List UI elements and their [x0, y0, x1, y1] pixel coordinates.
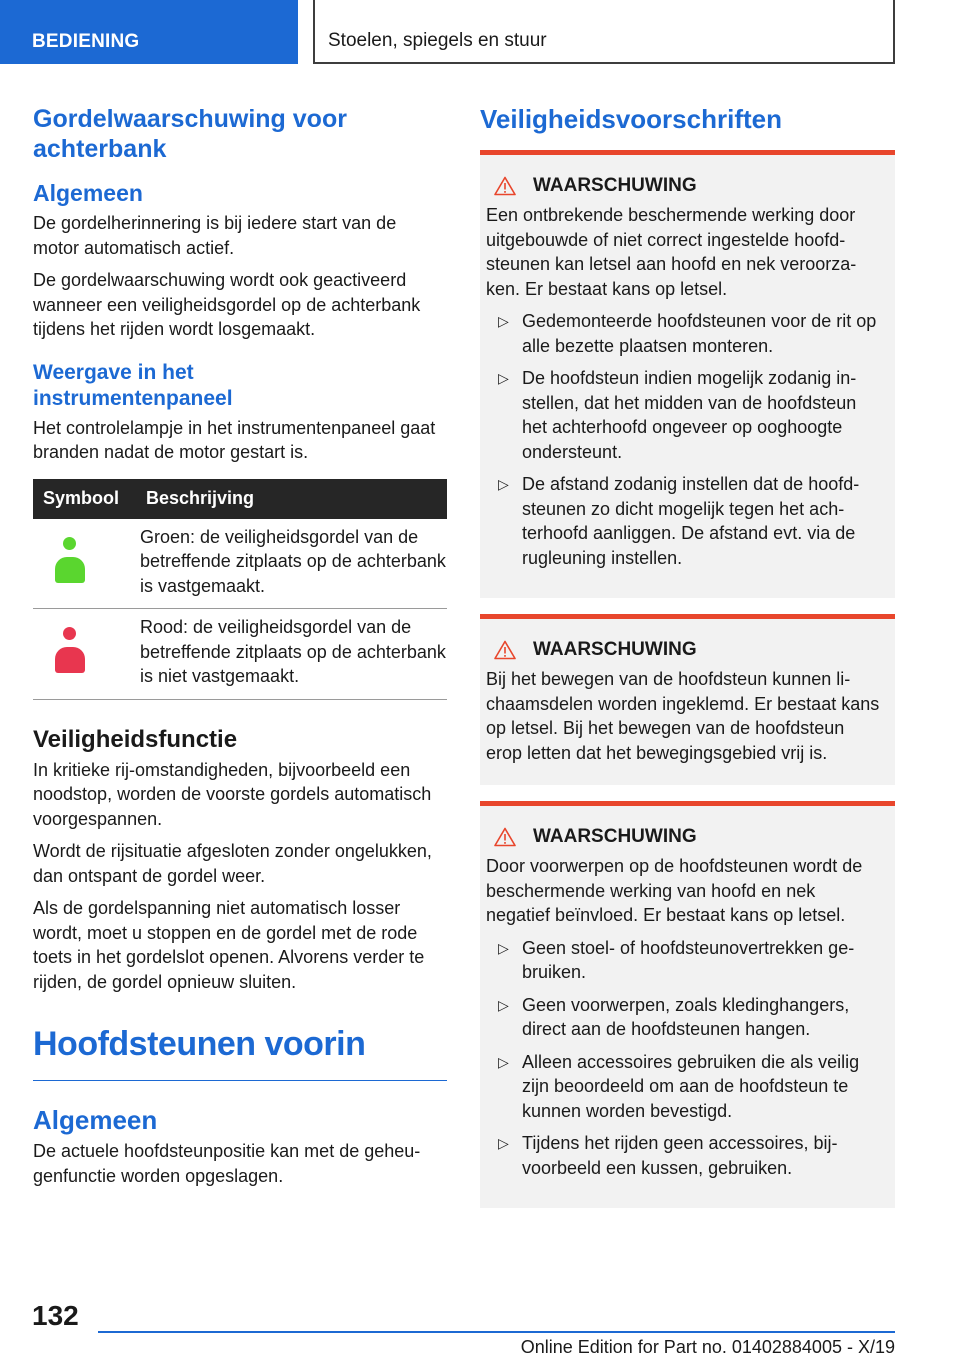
heading-rule	[33, 1080, 447, 1081]
warning-list	[486, 309, 883, 570]
bullet-triangle-icon: ▷	[498, 370, 509, 386]
list-item: ▷ De afstand zodanig instellen dat de hoofdsteunen zo dicht mogelijk tegen het achterhoofd aanliggen. De afstand evt. via de rugleuning instellen.	[486, 472, 883, 570]
column-header-symbol: Symbool	[33, 479, 140, 519]
paragraph: In kritieke rij-omstandigheden, bijvoorbeeld een noodstop, worden de voorste gordels automatisch voorgespannen.	[33, 759, 432, 829]
bullet-triangle-icon: ▷	[498, 1135, 509, 1151]
seat-belt-green-icon	[55, 537, 85, 583]
warning-label: WAARSCHUWING	[533, 826, 697, 847]
warning-box	[480, 801, 895, 1208]
list-item: ▷ De hoofdsteun indien mogelijk zodanig instellen, dat het midden van de hoofdsteun het achterhoofd ongeveer op ooghoogte ondersteunt.	[486, 366, 883, 464]
warning-triangle-icon	[494, 827, 516, 847]
warning-label: WAARSCHUWING	[533, 639, 697, 660]
warning-triangle-icon	[494, 640, 516, 660]
bullet-triangle-icon: ▷	[498, 996, 509, 1013]
bullet-triangle-icon: ▷	[498, 476, 509, 492]
paragraph: Wordt de rijsituatie afgesloten zonder ongelukken, dan ontspant de gordel weer.	[33, 841, 432, 886]
bullet-triangle-icon: ▷	[498, 939, 509, 956]
subheading-general: Algemeen	[33, 1105, 158, 1135]
page-number: 132	[32, 1300, 79, 1331]
list-item: ▷ Geen stoel- of hoofdsteunovertrekken gebruiken.	[486, 936, 883, 985]
list-item: ▷ Geen voorwerpen, zoals kledinghangers, direct aan de hoofdsteunen hangen.	[486, 993, 883, 1042]
column-header-description: Beschrijving	[140, 479, 447, 519]
warning-text: Bij het bewegen van de hoofdsteun kunnen lichaamsdelen worden ingeklemd. Er bestaat kans op letsel. Bij het bewegen van de hoofdsteun erop letten dat het bewegingsgebied vrij is.	[486, 669, 880, 763]
bullet-triangle-icon: ▷	[498, 313, 509, 329]
list-item: ▷ Alleen accessoires gebruiken die als veilig zijn beoordeeld om aan de hoofdsteun te kunnen worden bevestigd.	[486, 1050, 883, 1124]
list-item: ▷ Gedemonteerde hoofdsteunen voor de rit op alle bezette plaatsen monteren.	[486, 309, 883, 358]
footer-rule	[98, 1331, 895, 1333]
paragraph: De gordelwaarschuwing wordt ook geactiveerd wanneer een veiligheidsgordel op de achterbank tijdens het rijden wordt losgemaakt.	[33, 270, 421, 339]
section-heading-safety-rules: Veiligheidsvoorschriften	[480, 104, 782, 134]
warning-list	[486, 936, 883, 1181]
paragraph: Het controlelampje in het instrumentenpaneel gaat branden nadat de motor gestart is.	[33, 417, 436, 462]
section-heading-headrests: Hoofdsteunen voorin	[33, 1025, 366, 1063]
list-item: ▷ Tijdens het rijden geen accessoires, bijvoorbeeld een kussen, gebruiken.	[486, 1131, 883, 1180]
paragraph: Als de gordelspanning niet automatisch losser wordt, moet u stoppen en de gordel met de rode toets in het gordelslot openen. Alvorens verder te rijden, de gordel opnieuw sluiten.	[33, 898, 425, 992]
left-column	[33, 104, 447, 1188]
warning-text: Een ontbrekende beschermende werking door uitgebouwde of niet correct ingestelde hoofdsteunen kan letsel aan hoofd en nek veroorzaken. Er bestaat kans op letsel.	[486, 205, 857, 299]
footer-edition: Online Edition for Part no. 01402884005 - X/19	[520, 1337, 895, 1357]
right-column	[480, 104, 895, 1208]
table-cell-description: Rood: de veiligheidsgordel van de betreffende zitplaats op de achterbank is niet vastgemaakt.	[140, 609, 447, 700]
warning-triangle-icon	[494, 176, 516, 196]
table-cell-description: Groen: de veiligheidsgordel van de betreffende zitplaats op de achterbank is vastgemaakt.	[140, 519, 447, 609]
section-tab: BEDIENING	[0, 0, 298, 64]
table-row	[33, 519, 447, 609]
chapter-title: Stoelen, spiegels en stuur	[313, 0, 895, 64]
warning-box	[480, 614, 895, 785]
seat-belt-red-icon	[55, 627, 85, 673]
subheading-safety-function: Veiligheidsfunctie	[33, 725, 238, 753]
warning-text: Door voorwerpen op de hoofdsteunen wordt de beschermende werking van hoofd en nek negatief beïnvloed. Er bestaat kans op letsel.	[486, 856, 863, 925]
table-row	[33, 609, 447, 700]
warning-box	[480, 150, 895, 598]
section-heading-seat-belt-rear: Gordelwaarschuwing voor achterbank	[33, 105, 347, 163]
paragraph: De gordelherinnering is bij iedere start van de motor automatisch actief.	[33, 213, 397, 258]
warning-label: WAARSCHUWING	[533, 175, 697, 196]
bullet-triangle-icon: ▷	[498, 1053, 509, 1070]
subheading-general: Algemeen	[33, 180, 143, 206]
subheading-display: Weergave in het instrumentenpaneel	[33, 360, 233, 410]
symbol-table	[33, 479, 447, 700]
paragraph: De actuele hoofdsteunpositie kan met de geheugenfunctie worden opgeslagen.	[33, 1141, 421, 1186]
